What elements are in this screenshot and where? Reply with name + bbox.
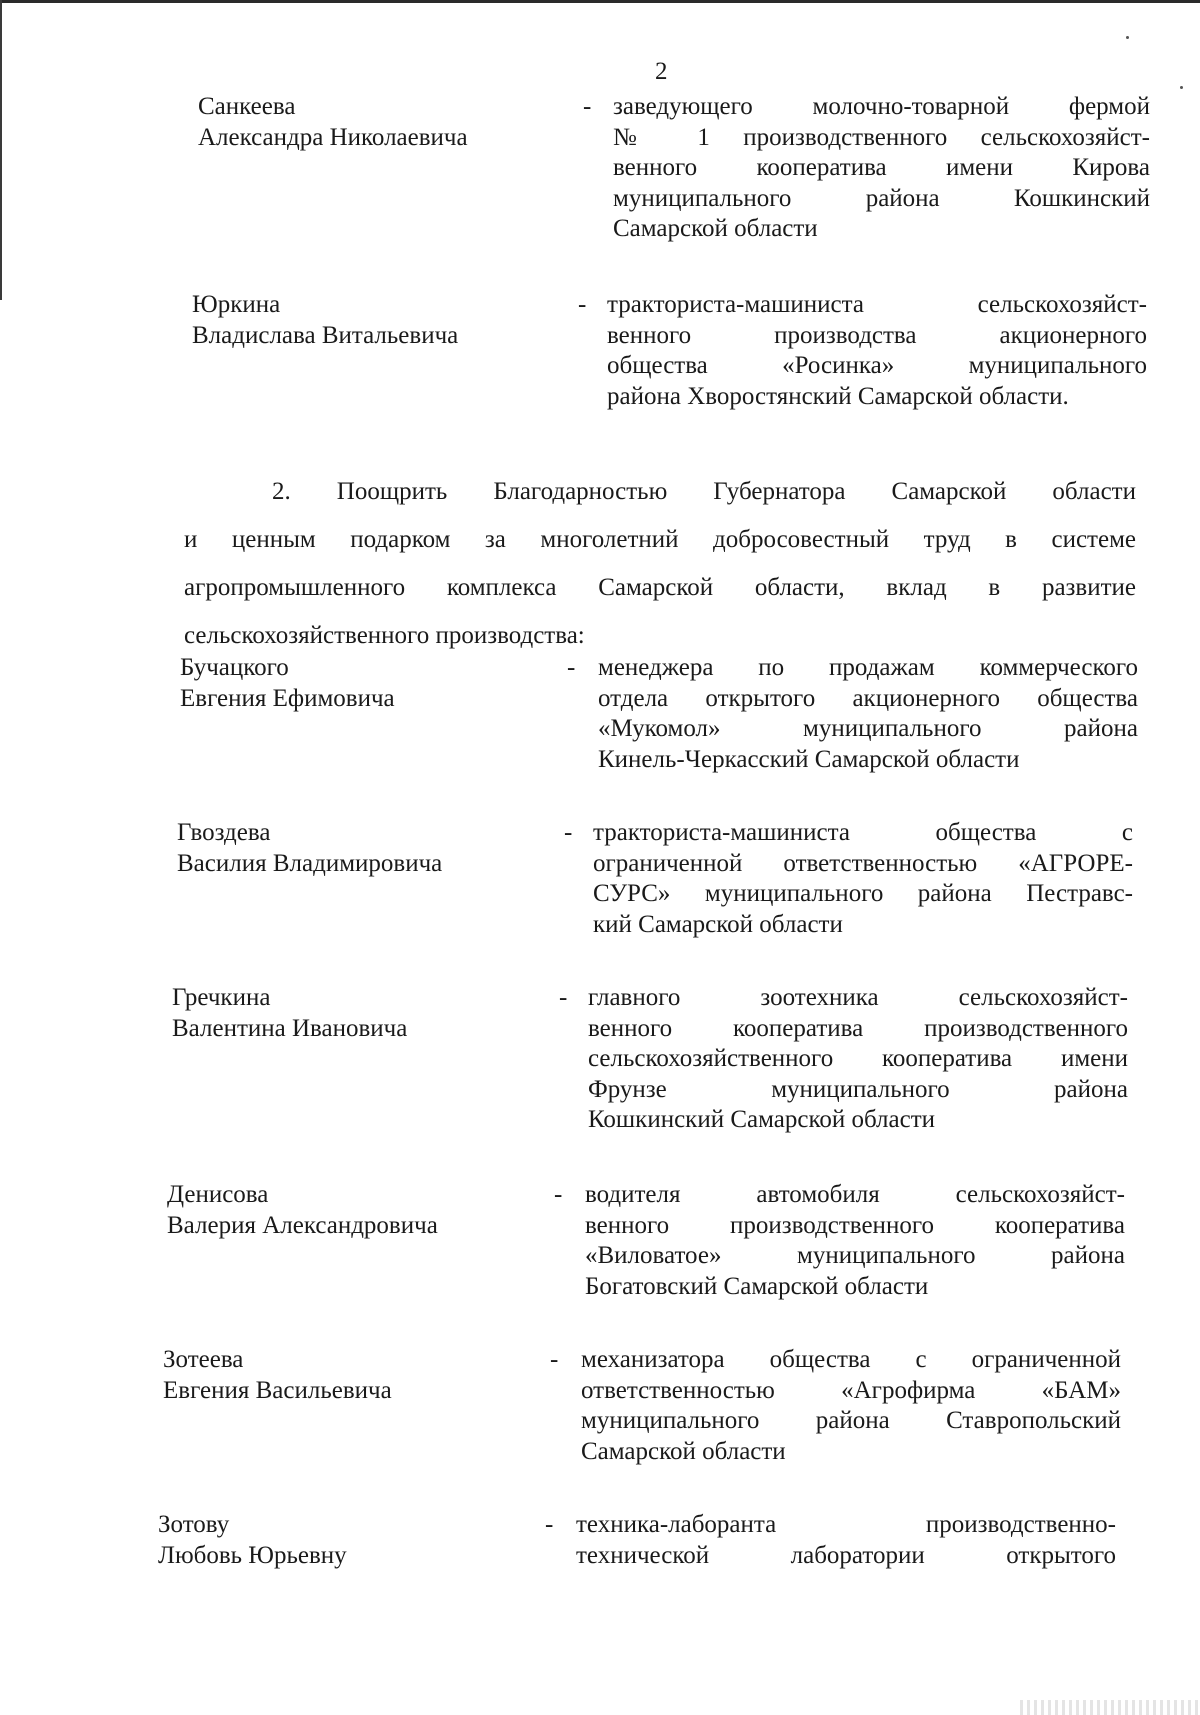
desc-line: Фрунзе муниципального района xyxy=(588,1075,1128,1103)
desc-line: «Виловатое» муниципального района xyxy=(585,1242,1125,1269)
scan-border-left xyxy=(0,0,2,300)
position-description xyxy=(581,1345,1121,1467)
person-name xyxy=(180,653,395,714)
position-description xyxy=(593,818,1133,940)
desc-line: менеджера по продажам коммерческого xyxy=(598,654,1138,681)
desc-line: венного производства акционерного xyxy=(607,321,1147,349)
position-description xyxy=(598,653,1138,775)
desc-line: отдела открытого акционерного общества xyxy=(598,684,1138,712)
award-entry xyxy=(180,653,1140,793)
scan-speck xyxy=(1126,36,1129,39)
given-names: Валентина Ивановича xyxy=(172,1014,408,1042)
desc-line: тракториста-машиниста общества с xyxy=(593,819,1133,846)
desc-line: ответственностью «Агрофирма «БАМ» xyxy=(581,1376,1121,1404)
paragraph-line: агропромышленного комплекса Самарской области, вклад в развитие xyxy=(184,574,1136,601)
person-name xyxy=(167,1180,438,1241)
person-name xyxy=(198,92,468,153)
desc-line: Самарской области xyxy=(613,215,818,242)
person-name xyxy=(177,818,442,879)
given-names: Евгения Ефимовича xyxy=(180,684,395,712)
award-entry xyxy=(192,290,1152,430)
person-name xyxy=(158,1510,347,1571)
desc-line: ограниченной ответственностью «АГРОРЕ- xyxy=(593,849,1133,877)
desc-line: кий Самарской области xyxy=(593,910,843,938)
person-name xyxy=(192,290,458,351)
surname: Юркина xyxy=(192,291,281,318)
desc-line: Кинель-Черкасский Самарской области xyxy=(598,745,1020,773)
desc-line: венного кооператива производственного xyxy=(588,1014,1128,1042)
desc-line: Богатовский Самарской области xyxy=(585,1272,929,1300)
dash: - xyxy=(559,984,568,1011)
dash: - xyxy=(567,654,576,681)
position-description xyxy=(585,1180,1125,1302)
person-name xyxy=(163,1345,392,1406)
desc-line: № 1 производственного сельскохозяйст- xyxy=(613,123,1150,151)
desc-line: водителя автомобиля сельскохозяйст- xyxy=(585,1181,1125,1208)
surname: Гречкина xyxy=(172,984,271,1011)
desc-line: Самарской области xyxy=(581,1437,786,1465)
desc-line: техника-лаборанта производственно- xyxy=(576,1511,1116,1538)
desc-line: механизатора общества с ограниченной xyxy=(581,1346,1121,1373)
award-entry xyxy=(177,818,1137,958)
surname: Зотову xyxy=(158,1511,230,1538)
scan-noise xyxy=(1020,1700,1200,1715)
desc-line: муниципального района Ставропольский xyxy=(581,1407,1121,1434)
dash: - xyxy=(583,93,592,120)
award-entry xyxy=(198,92,1158,262)
paragraph-line: 2. Поощрить Благодарностью Губернатора Самарской области xyxy=(272,478,1136,505)
given-names: Евгения Васильевича xyxy=(163,1376,392,1404)
desc-line: технической лаборатории открытого xyxy=(576,1541,1116,1569)
desc-line: сельскохозяйственного кооператива имени xyxy=(588,1045,1128,1072)
given-names: Валерия Александровича xyxy=(167,1211,438,1239)
paragraph-line: и ценным подарком за многолетний добросовестный труд в системе xyxy=(184,526,1136,553)
desc-line: венного производственного кооператива xyxy=(585,1211,1125,1239)
award-entry xyxy=(172,983,1132,1153)
surname: Гвоздева xyxy=(177,819,271,846)
dash: - xyxy=(578,291,587,318)
position-description xyxy=(613,92,1150,245)
surname: Бучацкого xyxy=(180,654,289,681)
dash: - xyxy=(554,1181,563,1208)
position-description xyxy=(607,290,1147,412)
desc-line: венного кооператива имени Кирова xyxy=(613,154,1150,181)
award-entry xyxy=(158,1510,1118,1590)
paragraph-line: сельскохозяйственного производства: xyxy=(184,622,585,649)
surname: Денисова xyxy=(167,1181,269,1208)
desc-line: главного зоотехника сельскохозяйст- xyxy=(588,984,1128,1011)
scan-border-top xyxy=(0,0,1200,3)
desc-line: «Мукомол» муниципального района xyxy=(598,715,1138,742)
dash: - xyxy=(564,819,573,846)
dash: - xyxy=(550,1346,559,1373)
given-names: Владислава Витальевича xyxy=(192,321,459,349)
surname: Зотеева xyxy=(163,1346,244,1373)
desc-line: заведующего молочно-товарной фермой xyxy=(613,93,1150,120)
position-description xyxy=(588,983,1128,1136)
dash: - xyxy=(545,1511,554,1538)
surname: Санкеева xyxy=(198,93,296,120)
desc-line: СУРС» муниципального района Пестравс- xyxy=(593,880,1133,907)
desc-line: тракториста-машиниста сельскохозяйст- xyxy=(607,291,1147,318)
given-names: Любовь Юрьевну xyxy=(158,1541,347,1569)
desc-line: общества «Росинка» муниципального xyxy=(607,352,1147,379)
scan-speck xyxy=(1180,86,1183,89)
page-number: 2 xyxy=(655,58,668,85)
award-entry xyxy=(167,1180,1127,1320)
clause-2-paragraph xyxy=(184,468,1136,660)
person-name xyxy=(172,983,407,1044)
award-entry xyxy=(163,1345,1123,1485)
desc-line: Кошкинский Самарской области xyxy=(588,1106,936,1133)
given-names: Василия Владимировича xyxy=(177,849,443,877)
desc-line: района Хворостянский Самарской области. xyxy=(607,382,1069,410)
position-description xyxy=(576,1510,1116,1571)
desc-line: муниципального района Кошкинский xyxy=(613,184,1150,212)
given-names: Александра Николаевича xyxy=(198,123,468,151)
